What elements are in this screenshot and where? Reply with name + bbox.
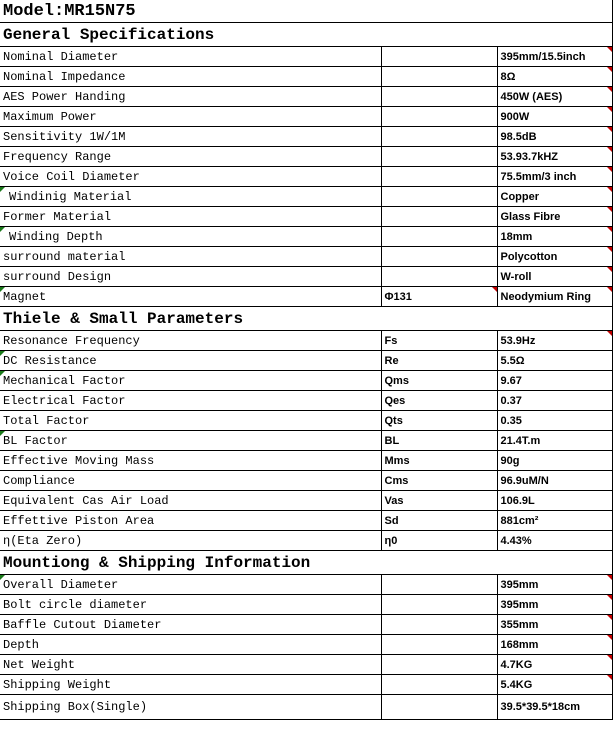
parameter-label-cell[interactable] (0, 575, 381, 595)
parameter-value: Neodymium Ring (500, 290, 591, 303)
table-row (0, 595, 612, 615)
table-row (0, 207, 612, 227)
parameter-symbol: η0 (384, 534, 398, 547)
parameter-value-cell[interactable] (497, 411, 612, 431)
parameter-value-cell[interactable] (497, 431, 612, 451)
parameter-label-cell[interactable] (0, 451, 381, 471)
parameter-symbol-cell[interactable] (381, 247, 497, 267)
parameter-value: 4.43% (500, 534, 532, 547)
comment-marker-icon (0, 287, 5, 292)
parameter-symbol-cell[interactable] (381, 655, 497, 675)
section-title: Mountiong & Shipping Information (0, 551, 497, 575)
parameter-label-cell[interactable] (0, 615, 381, 635)
parameter-label-cell[interactable] (0, 167, 381, 187)
table-row (0, 411, 612, 431)
parameter-value-cell[interactable] (497, 107, 612, 127)
parameter-label-cell[interactable] (0, 595, 381, 615)
table-row (0, 431, 612, 451)
parameter-label-cell[interactable] (0, 247, 381, 267)
parameter-value: 5.5Ω (500, 354, 525, 367)
model-title: Model:MR15N75 (0, 0, 497, 23)
parameter-label: Electrical Factor (3, 393, 126, 408)
table-row (0, 635, 612, 655)
parameter-symbol: Cms (384, 474, 409, 487)
parameter-value-cell[interactable] (497, 287, 612, 307)
parameter-symbol: Sd (384, 514, 399, 527)
parameter-value-cell[interactable] (497, 127, 612, 147)
parameter-value: 98.5dB (500, 130, 537, 143)
parameter-symbol-cell[interactable] (381, 167, 497, 187)
parameter-value-cell[interactable] (497, 247, 612, 267)
table-row (0, 107, 612, 127)
parameter-label: Effective Moving Mass (3, 453, 155, 468)
parameter-label: Shipping Weight (3, 677, 112, 692)
parameter-symbol: Qms (384, 374, 409, 387)
parameter-symbol-cell[interactable] (381, 227, 497, 247)
parameter-label: Frequency Range (3, 149, 112, 164)
parameter-symbol-cell[interactable] (381, 351, 497, 371)
title-empty-cell[interactable] (497, 0, 612, 23)
parameter-symbol: Vas (384, 494, 404, 507)
table-row (0, 147, 612, 167)
parameter-label-cell[interactable] (0, 411, 381, 431)
parameter-value: 39.5*39.5*18cm (500, 701, 581, 713)
parameter-value: 0.35 (500, 414, 522, 427)
parameter-value: W-roll (500, 270, 532, 283)
table-row (0, 451, 612, 471)
parameter-label-cell[interactable] (0, 67, 381, 87)
section-empty-cell[interactable] (497, 307, 612, 331)
comment-marker-icon (607, 47, 612, 52)
comment-marker-icon (607, 595, 612, 600)
parameter-value-cell[interactable] (497, 187, 612, 207)
table-row (0, 675, 612, 695)
table-row (0, 47, 612, 67)
parameter-value: 5.4KG (500, 678, 533, 691)
parameter-value: 881cm² (500, 514, 539, 527)
parameter-value: 53.9Hz (500, 334, 536, 347)
parameter-value: 4.7KG (500, 658, 533, 671)
parameter-label-cell[interactable] (0, 147, 381, 167)
parameter-label-cell[interactable] (0, 531, 381, 551)
comment-marker-icon (607, 267, 612, 272)
parameter-value-cell[interactable] (497, 87, 612, 107)
parameter-value: 8Ω (500, 70, 516, 83)
parameter-label-cell[interactable] (0, 227, 381, 247)
comment-marker-icon (607, 615, 612, 620)
comment-marker-icon (607, 147, 612, 152)
parameter-label: η(Eta Zero) (3, 533, 83, 548)
parameter-value-cell[interactable] (497, 267, 612, 287)
parameter-label: Voice Coil Diameter (3, 169, 140, 184)
parameter-value-cell[interactable] (497, 675, 612, 695)
table-row (0, 331, 612, 351)
parameter-symbol-cell[interactable] (381, 391, 497, 411)
section-header-mounting (0, 551, 612, 575)
section-empty-cell[interactable] (497, 23, 612, 47)
parameter-label-cell[interactable] (0, 127, 381, 147)
table-row (0, 67, 612, 87)
parameter-label: Mechanical Factor (3, 373, 126, 388)
parameter-label: Effettive Piston Area (3, 513, 155, 528)
parameter-label: Net Weight (3, 657, 76, 672)
parameter-label-cell[interactable] (0, 351, 381, 371)
parameter-symbol-cell[interactable] (381, 471, 497, 491)
parameter-symbol-cell[interactable] (381, 615, 497, 635)
parameter-symbol: Qts (384, 414, 403, 427)
section-title: General Specifications (0, 23, 497, 47)
section-header-thiele (0, 307, 612, 331)
parameter-value: 0.37 (500, 394, 522, 407)
parameter-label-cell[interactable] (0, 371, 381, 391)
parameter-label: Sensitivity 1W/1M (3, 129, 126, 144)
table-row (0, 247, 612, 267)
parameter-label-cell[interactable] (0, 391, 381, 411)
comment-marker-icon (607, 227, 612, 232)
parameter-label-cell[interactable] (0, 511, 381, 531)
parameter-symbol-cell[interactable] (381, 67, 497, 87)
parameter-value: 53.93.7kHZ (500, 150, 558, 163)
parameter-value: 18mm (500, 230, 533, 243)
parameter-value-cell[interactable] (497, 451, 612, 471)
parameter-value-cell[interactable] (497, 167, 612, 187)
parameter-symbol-cell[interactable] (381, 127, 497, 147)
parameter-symbol-cell[interactable] (381, 491, 497, 511)
parameter-value-cell[interactable] (497, 67, 612, 87)
comment-marker-icon (607, 655, 612, 660)
parameter-value: 106.9L (500, 494, 535, 507)
parameter-label: AES Power Handing (3, 89, 126, 104)
parameter-label-cell[interactable] (0, 635, 381, 655)
parameter-label-cell[interactable] (0, 207, 381, 227)
parameter-symbol: BL (384, 434, 400, 447)
parameter-label-cell[interactable] (0, 107, 381, 127)
table-row (0, 187, 612, 207)
parameter-label-cell[interactable] (0, 47, 381, 67)
parameter-label: Bolt circle diameter (3, 597, 148, 612)
parameter-value-cell[interactable] (497, 227, 612, 247)
parameter-symbol-cell[interactable] (381, 451, 497, 471)
comment-marker-icon (0, 575, 5, 580)
parameter-symbol: Mms (384, 454, 410, 467)
parameter-symbol-cell[interactable] (381, 575, 497, 595)
table-row (0, 267, 612, 287)
parameter-value: Glass Fibre (500, 210, 561, 223)
parameter-label: Compliance (3, 473, 76, 488)
parameter-symbol-cell[interactable] (381, 595, 497, 615)
parameter-value-cell[interactable] (497, 207, 612, 227)
parameter-value: 21.4T.m (500, 434, 541, 447)
comment-marker-icon (607, 187, 612, 192)
parameter-label-cell[interactable] (0, 267, 381, 287)
parameter-label-cell[interactable] (0, 187, 381, 207)
comment-marker-icon (607, 331, 612, 336)
comment-marker-icon (607, 67, 612, 72)
parameter-label: Windinig Material (9, 189, 132, 204)
parameter-label-cell[interactable] (0, 471, 381, 491)
table-row (0, 287, 612, 307)
parameter-value-cell[interactable] (497, 47, 612, 67)
table-row (0, 167, 612, 187)
parameter-symbol-cell[interactable] (381, 511, 497, 531)
parameter-symbol-cell[interactable] (381, 147, 497, 167)
parameter-label: Nominal Impedance (3, 69, 126, 84)
parameter-symbol: Re (384, 354, 399, 367)
parameter-symbol-cell[interactable] (381, 431, 497, 451)
comment-marker-icon (607, 635, 612, 640)
comment-marker-icon (0, 187, 5, 192)
parameter-value: 900W (500, 110, 530, 123)
parameter-label: Winding Depth (9, 229, 103, 244)
parameter-value-cell[interactable] (497, 595, 612, 615)
parameter-label-cell[interactable] (0, 695, 381, 720)
parameter-value-cell[interactable] (497, 531, 612, 551)
parameter-value-cell[interactable] (497, 391, 612, 411)
parameter-label: BL Factor (3, 433, 68, 448)
parameter-value: 96.9uM/N (500, 474, 549, 487)
comment-marker-icon (607, 127, 612, 132)
parameter-label-cell[interactable] (0, 655, 381, 675)
parameter-label: Nominal Diameter (3, 49, 119, 64)
parameter-label: DC Resistance (3, 353, 97, 368)
parameter-label-cell[interactable] (0, 287, 381, 307)
comment-marker-icon (0, 431, 5, 436)
parameter-symbol-cell[interactable] (381, 267, 497, 287)
parameter-symbol: Qes (384, 394, 406, 407)
parameter-value: 450W (AES) (500, 90, 563, 103)
comment-marker-icon (0, 351, 5, 356)
table-row (0, 491, 612, 511)
comment-marker-icon (0, 371, 5, 376)
parameter-value-cell[interactable] (497, 331, 612, 351)
parameter-label: Former Material (3, 209, 112, 224)
parameter-value-cell[interactable] (497, 575, 612, 595)
table-row (0, 655, 612, 675)
parameter-value-cell[interactable] (497, 371, 612, 391)
parameter-value-cell[interactable] (497, 695, 612, 720)
parameter-symbol: Fs (384, 334, 398, 347)
table-row (0, 531, 612, 551)
table-row (0, 695, 612, 720)
parameter-label-cell[interactable] (0, 675, 381, 695)
comment-marker-icon (607, 247, 612, 252)
parameter-value: 75.5mm/3 inch (500, 170, 577, 183)
parameter-value: Polycotton (500, 250, 558, 263)
parameter-symbol-cell[interactable] (381, 107, 497, 127)
parameter-value: Copper (500, 190, 539, 203)
parameter-symbol-cell[interactable] (381, 635, 497, 655)
parameter-symbol-cell[interactable] (381, 695, 497, 720)
comment-marker-icon (607, 167, 612, 172)
parameter-symbol: Φ131 (384, 290, 412, 303)
parameter-value: 395mm (500, 578, 539, 591)
parameter-value: 395mm (500, 598, 539, 611)
parameter-value-cell[interactable] (497, 635, 612, 655)
comment-marker-icon (607, 107, 612, 112)
table-row (0, 87, 612, 107)
table-row (0, 575, 612, 595)
parameter-label: Total Factor (3, 413, 90, 428)
comment-marker-icon (492, 287, 497, 292)
comment-marker-icon (607, 87, 612, 92)
parameter-label-cell[interactable] (0, 491, 381, 511)
comment-marker-icon (0, 227, 5, 232)
comment-marker-icon (607, 207, 612, 212)
parameter-label-cell[interactable] (0, 431, 381, 451)
title-row (0, 0, 612, 23)
table-row (0, 471, 612, 491)
parameter-symbol-cell[interactable] (381, 187, 497, 207)
table-row (0, 371, 612, 391)
parameter-value: 355mm (500, 618, 539, 631)
parameter-symbol-cell[interactable] (381, 531, 497, 551)
parameter-value: 9.67 (500, 374, 522, 387)
parameter-symbol-cell[interactable] (381, 331, 497, 351)
parameter-symbol-cell[interactable] (381, 207, 497, 227)
comment-marker-icon (607, 675, 612, 680)
parameter-value-cell[interactable] (497, 511, 612, 531)
parameter-label-cell[interactable] (0, 331, 381, 351)
comment-marker-icon (607, 575, 612, 580)
parameter-value: 90g (500, 454, 520, 467)
parameter-value: 168mm (500, 638, 539, 651)
table-row (0, 227, 612, 247)
parameter-label: surround Design (3, 269, 112, 284)
parameter-value-cell[interactable] (497, 491, 612, 511)
section-header-general (0, 23, 612, 47)
section-empty-cell[interactable] (497, 551, 612, 575)
parameter-symbol-cell[interactable] (381, 287, 497, 307)
parameter-symbol-cell[interactable] (381, 87, 497, 107)
parameter-value: 395mm/15.5inch (500, 50, 586, 63)
table-row (0, 127, 612, 147)
parameter-value-cell[interactable] (497, 655, 612, 675)
comment-marker-icon (607, 287, 612, 292)
table-row (0, 615, 612, 635)
parameter-label: Equivalent Cas Air Load (3, 493, 169, 508)
parameter-symbol-cell[interactable] (381, 47, 497, 67)
table-row (0, 391, 612, 411)
table-row (0, 351, 612, 371)
parameter-value-cell[interactable] (497, 351, 612, 371)
parameter-label: Resonance Frequency (3, 333, 140, 348)
parameter-label: Maximum Power (3, 109, 97, 124)
parameter-label: Overall Diameter (3, 577, 119, 592)
parameter-symbol-cell[interactable] (381, 371, 497, 391)
parameter-value-cell[interactable] (497, 471, 612, 491)
parameter-label: Baffle Cutout Diameter (3, 617, 162, 632)
parameter-label: Depth (3, 637, 40, 652)
parameter-symbol-cell[interactable] (381, 675, 497, 695)
section-title: Thiele & Small Parameters (0, 307, 497, 331)
parameter-label: Magnet (3, 289, 47, 304)
table-row (0, 511, 612, 531)
parameter-symbol-cell[interactable] (381, 411, 497, 431)
parameter-label-cell[interactable] (0, 87, 381, 107)
parameter-value-cell[interactable] (497, 147, 612, 167)
parameter-label: Shipping Box(Single) (3, 700, 148, 714)
parameter-value-cell[interactable] (497, 615, 612, 635)
parameter-label: surround material (3, 249, 126, 264)
